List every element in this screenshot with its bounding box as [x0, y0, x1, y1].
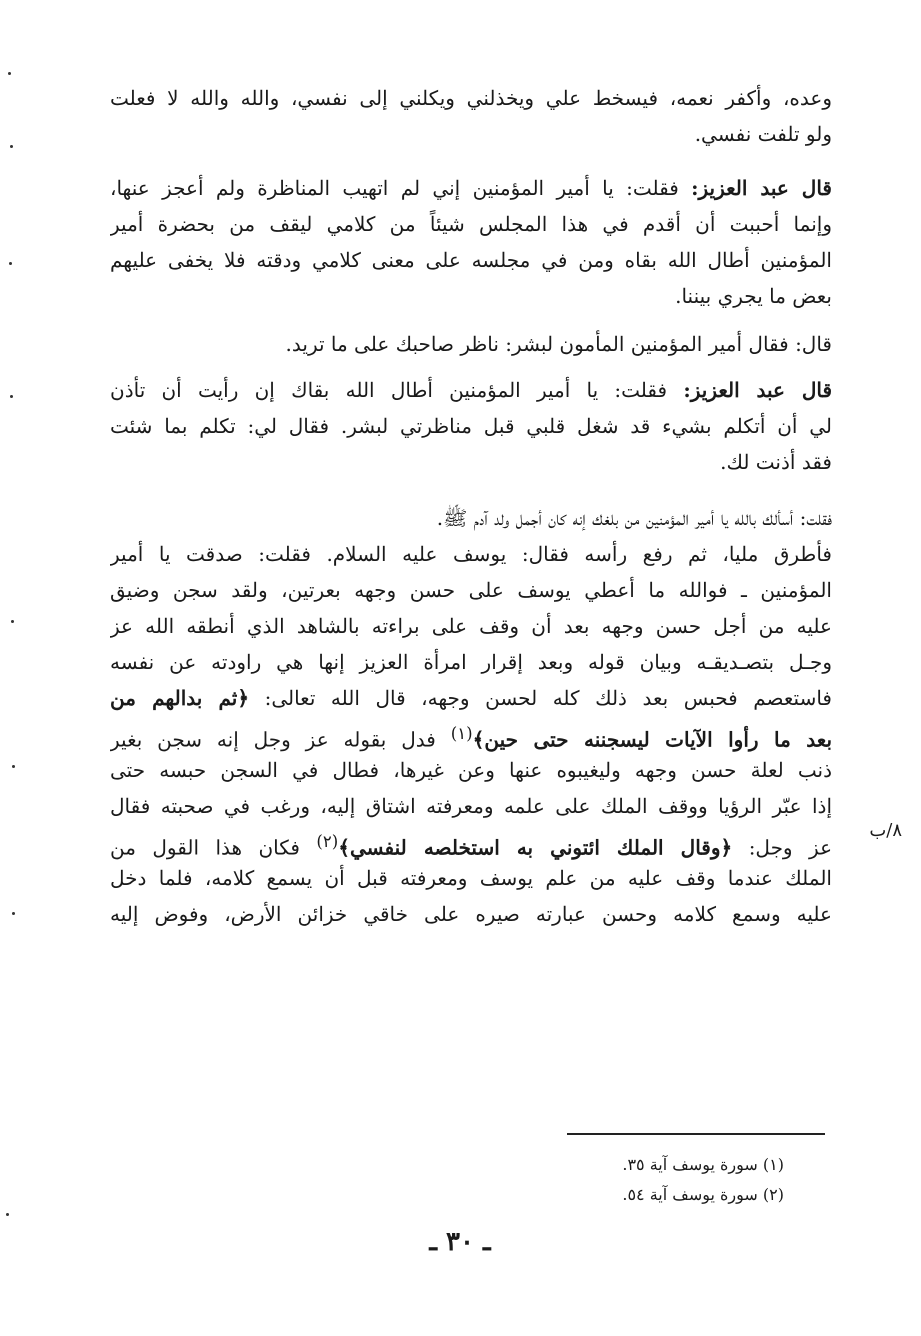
text-line: بعض ما يجري بيننا.	[675, 284, 832, 308]
paragraph-opening	[110, 80, 832, 152]
manuscript-folio-note: ٨/ب	[869, 820, 902, 841]
scan-speck	[11, 620, 14, 623]
speaker-label: قال عبد العزيز:	[683, 378, 832, 402]
quran-verse-start: ﴿ثم بدالهم من	[110, 686, 250, 710]
text-line: وإنما أحببت أن أقدم في هذا المجلس شيئاً من كلامي ليقف من بحضرة أمير	[110, 212, 832, 236]
scan-speck	[8, 72, 11, 75]
text-span: فاستعصم فحبس بعد ذلك كله لحسن وجهه، قال الله تعالى:	[264, 686, 832, 710]
text-line: المؤمنين أطال الله بقاه ومن في مجلسه على معنى كلامي ودقته فلا يخفى عليهم	[110, 248, 832, 272]
text-line: وجـل بتصـديقـه وبيان قوله وبعد إقرار امرأة العزيز إنها هي راودته عن نفسه	[110, 650, 832, 674]
footnote-divider	[567, 1133, 825, 1135]
text-line	[110, 716, 832, 752]
footnote-ref-1: (١)	[450, 724, 473, 743]
text-line: قال: فقال أمير المؤمنين المأمون لبشر: ناظر صاحبك على ما تريد.	[285, 332, 832, 356]
scan-speck	[10, 145, 13, 148]
text-span: فقلت: يا أمير المؤمنين إني لم اتهيب المناظرة ولم أعجز عنها،	[110, 176, 679, 200]
text-span: عز وجل:	[748, 835, 832, 860]
scan-speck	[12, 912, 15, 915]
text-line: إذا عبّر الرؤيا ووقف الملك على علمه ومعرفته اشتاق إليه، ورغب في صحبته فقال	[110, 794, 832, 818]
speaker-label: قال عبد العزيز:	[691, 176, 832, 200]
text-line: وعده، وأكفر نعمه، فيسخط علي ويخذلني ويكلني إلى نفسي، والله والله لا فعلت	[110, 86, 832, 110]
page-number: ـ ٣٠ ـ	[429, 1227, 491, 1257]
quran-bracket-close: ﴾	[472, 727, 485, 752]
paragraph-yusuf	[110, 500, 832, 932]
text-line: لي أن أتكلم بشيء قد شغل قلبي قبل مناظرتي لبشر. فقال لي: تكلم بما شئت	[110, 414, 832, 438]
text-line: فقد أذنت لك.	[720, 450, 832, 474]
scan-speck	[9, 262, 12, 265]
text-line: ولو تلفت نفسي.	[694, 122, 832, 146]
quran-verse-end: بعد ما رأوا الآيات ليسجننه حتى حين	[484, 727, 832, 752]
text-span: فقلت: يا أمير المؤمنين أطال الله بقاك إن رأيت أن تأذن	[110, 378, 668, 402]
text-span: فدل بقوله عز وجل إنه سجن بغير	[110, 727, 436, 752]
paragraph-mamun	[110, 326, 832, 362]
text-span: فكان هذا القول من	[110, 835, 300, 860]
footnote-1: (١) سورة يوسف آية ٣٥.	[622, 1155, 784, 1174]
quran-verse-2: ﴿وقال الملك ائتوني به استخلصه لنفسي﴾	[338, 835, 733, 860]
footnote-2: (٢) سورة يوسف آية ٥٤.	[622, 1185, 784, 1204]
text-line: الملك عندما وقف عليه من علم يوسف ومعرفته قبل أن يسمع كلامه، فلما دخل	[110, 866, 832, 890]
paragraph-abdulaziz-1	[110, 170, 832, 314]
text-line: عليه من أجل حسن وجهه بعد أن وقف على براءته بالشاهد الذي أنطقه الله عز	[110, 614, 832, 638]
scan-speck	[6, 1213, 9, 1216]
footnote-ref-2: (٢)	[316, 832, 339, 851]
text-line: عليه وسمع كلامه وحسن عبارته صيره على خاقي خزائن الأرض، وفوض إليه	[110, 902, 832, 926]
scan-speck	[12, 765, 15, 768]
text-line: فقلت: أسألك بالله يا أمير المؤمنين من بلغك إنه كان أجمل ولد آدم ﷺ.	[436, 506, 832, 530]
text-line	[110, 170, 832, 206]
text-line: ذنب لعلة حسن وجهه وليغيبوه عنها وعن غيرها، فطال في السجن حبسه حتى	[110, 758, 832, 782]
scan-speck	[10, 395, 13, 398]
text-line: فأطرق مليا، ثم رفع رأسه فقال: يوسف عليه السلام. فقلت: صدقت يا أمير	[110, 542, 832, 566]
text-line	[110, 824, 832, 860]
text-line	[110, 680, 832, 716]
text-line: المؤمنين ـ فوالله ما أعطي يوسف على حسن وجهه بعرتين، ولقد سجن وضيق	[110, 578, 832, 602]
footnotes	[560, 1150, 784, 1210]
text-line	[110, 372, 832, 408]
paragraph-abdulaziz-2	[110, 372, 832, 480]
